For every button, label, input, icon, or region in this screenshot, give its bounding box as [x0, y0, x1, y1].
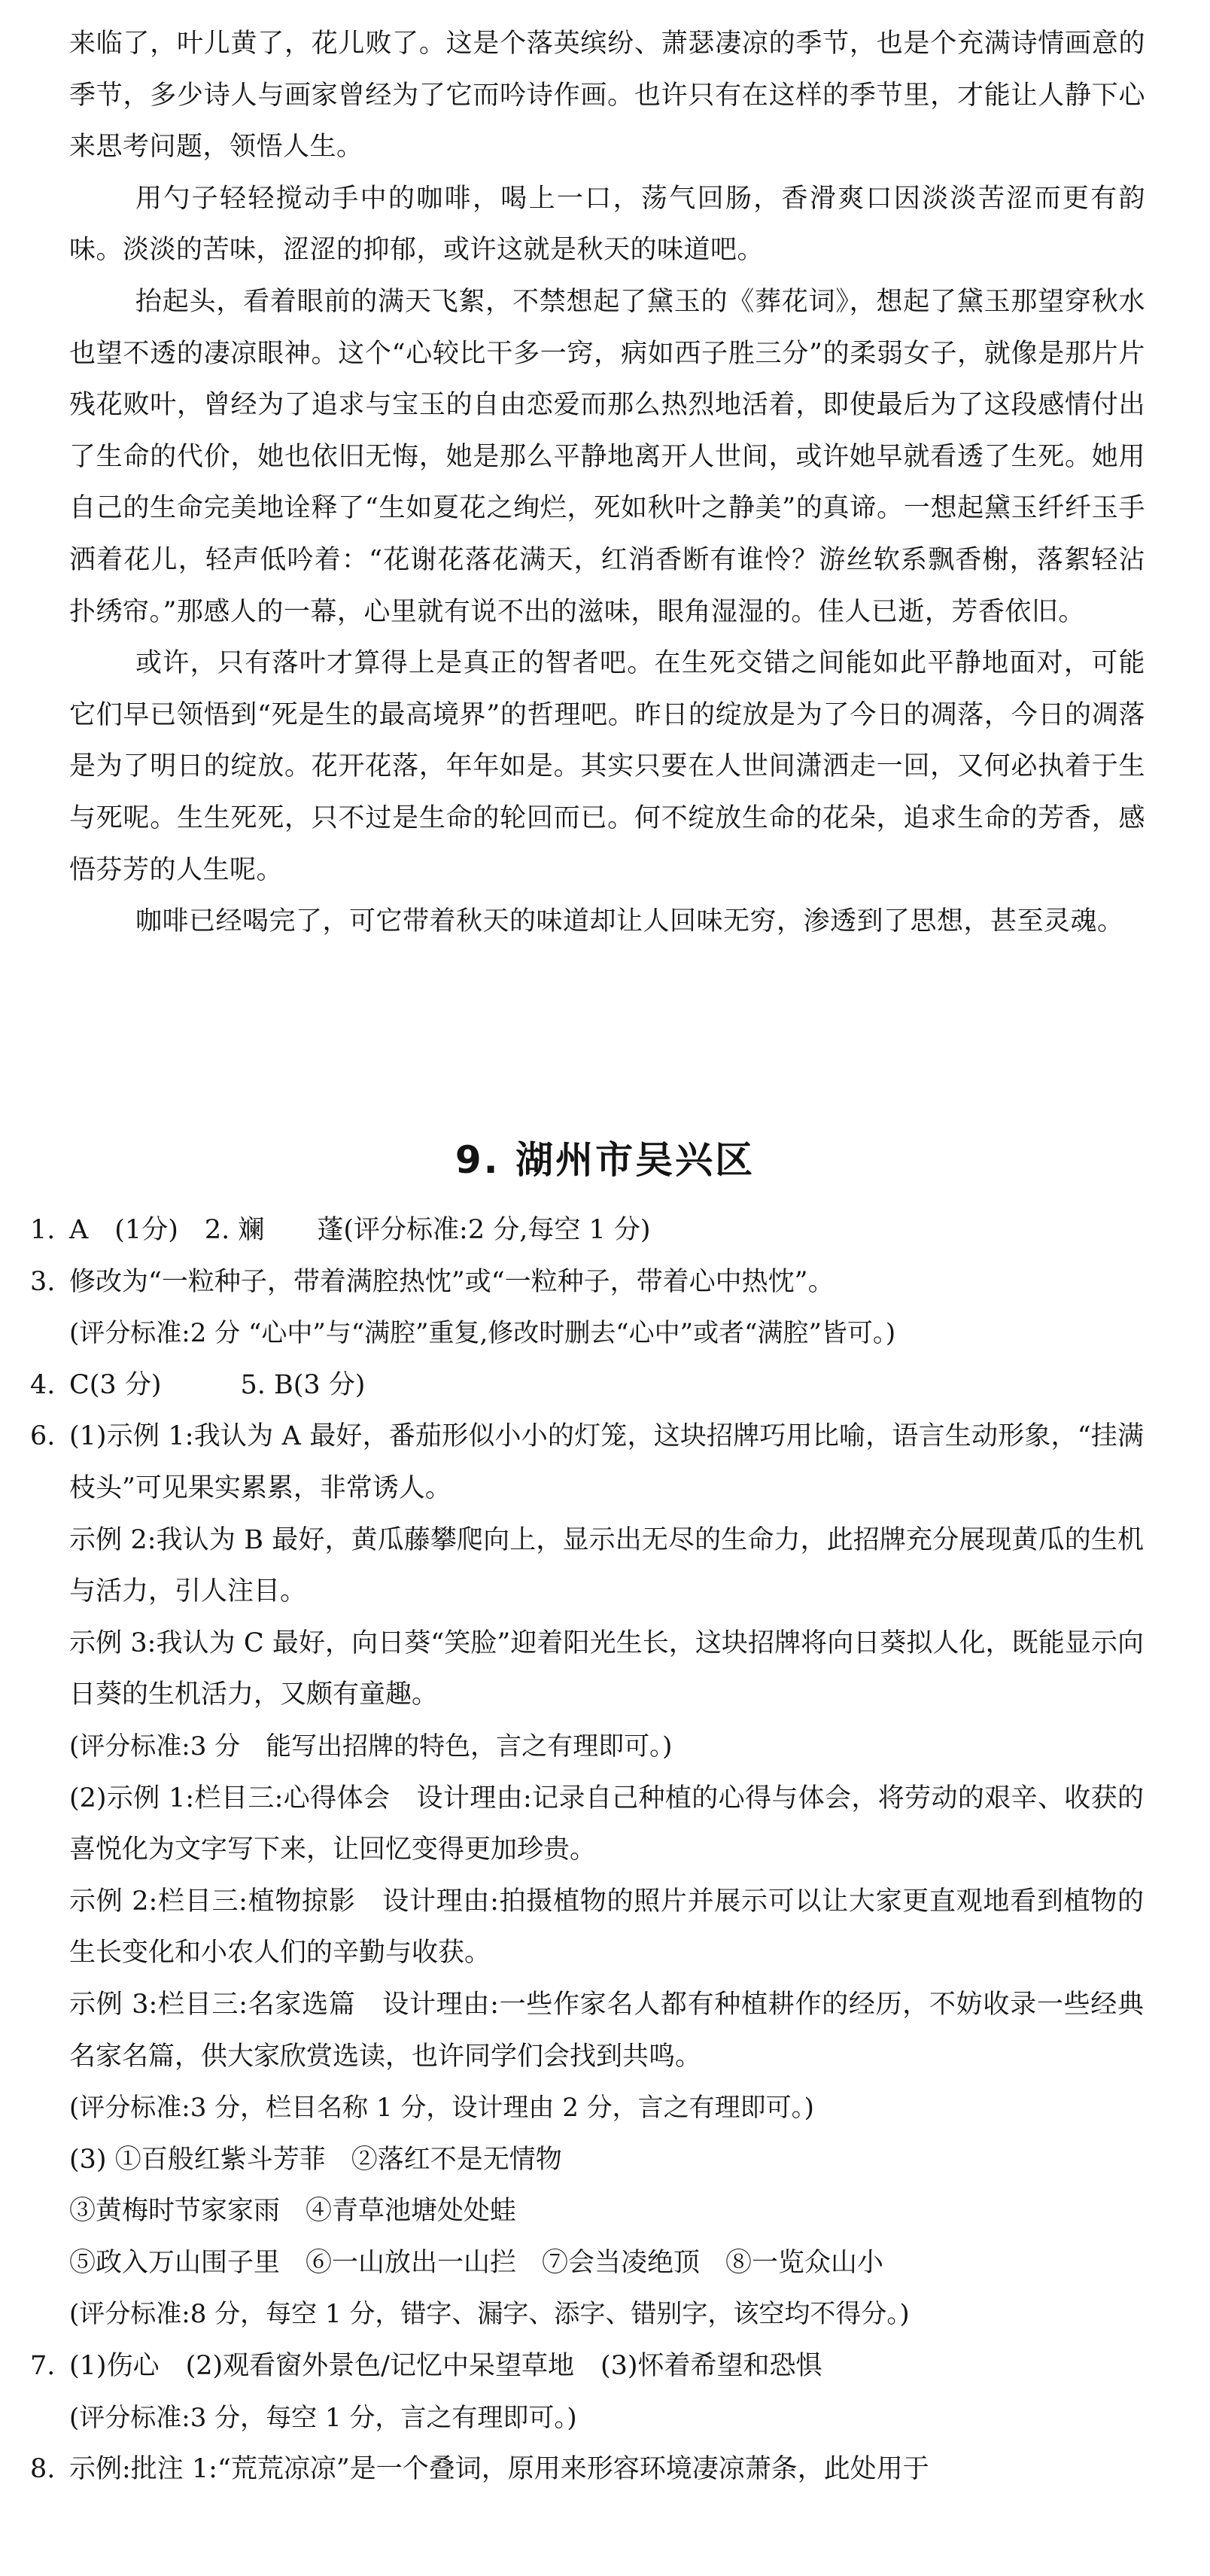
essay-paragraph-2: 用勺子轻轻搅动手中的咖啡，喝上一口，荡气回肠，香滑爽口因淡淡苦涩而更有韵味。淡淡的苦味，涩涩的抑郁，或许这就是秋天的味道吧。 — [69, 183, 1145, 266]
answer-text: A (1分) 2. 斓 蓬(评分标准:2 分,每空 1 分) — [69, 1215, 651, 1245]
scoring-standard: (评分标准:3 分 能写出招牌的特色，言之有理即可。) — [69, 1731, 673, 1761]
poetry-answer: ⑧一览众山小 — [725, 2247, 884, 2278]
poetry-answers-row-2 — [69, 2185, 1144, 2237]
answer-number: 6. — [30, 1421, 56, 1452]
answer-number: 3. — [30, 1266, 56, 1297]
poetry-answer: ⑤政入万山围子里 — [69, 2247, 281, 2278]
poetry-answer: ⑥一山放出一山拦 — [306, 2247, 517, 2278]
answer-example: 示例 2:我认为 B 最好，黄瓜藤攀爬向上，显示出无尽的生命力，此招牌充分展现黄瓜的生机与活力，引人注目。 — [69, 1524, 1144, 1607]
answer-item-7 — [30, 2340, 1144, 2444]
scoring-standard: (评分标准:3 分，栏目名称 1 分，设计理由 2 分，言之有理即可。) — [69, 2093, 814, 2124]
answer-number: 4. — [30, 1369, 56, 1400]
answer-item-8 — [30, 2444, 1144, 2495]
scoring-standard: (评分标准:2 分 “心中”与“满腔”重复,修改时删去“心中”或者“满腔”皆可。) — [69, 1318, 896, 1349]
scoring-standard: (评分标准:8 分，每空 1 分，错字、漏字、添字、错别字，该空均不得分。) — [69, 2299, 910, 2330]
answer-number: 8. — [30, 2454, 56, 2485]
answer-number: 1. — [30, 1215, 56, 1245]
scoring-standard: (评分标准:3 分，每空 1 分，言之有理即可。) — [69, 2402, 577, 2433]
answer-number: 7. — [30, 2351, 56, 2382]
answer-item-1-2 — [30, 1204, 1144, 1256]
poetry-answer: ②落红不是无情物 — [351, 2144, 562, 2175]
answer-text: (1)伤心 (2)观看窗外景色/记忆中呆望草地 (3)怀着希望和恐惧 — [69, 2351, 822, 2382]
section-title: 9. 湖州市吴兴区 — [455, 1138, 755, 1182]
poetry-answers-row-3 — [69, 2237, 1144, 2289]
answer-text: 示例:批注 1:“荒荒凉凉”是一个叠词，原用来形容环境凄凉萧条，此处用于 — [69, 2454, 929, 2485]
answer-example: 示例 3:我认为 C 最好，向日葵“笑脸”迎着阳光生长，这块招牌将向日葵拟人化，既能显示向日葵的生机活力，又颇有童趣。 — [69, 1628, 1144, 1710]
answer-text: 修改为“一粒种子，带着满腔热忱”或“一粒种子，带着心中热忱”。 — [69, 1266, 835, 1297]
essay-continuation — [69, 18, 1145, 948]
essay-paragraph-4: 或许，只有落叶才算得上是真正的智者吧。在生死交错之间能如此平静地面对，可能它们早已领悟到“死是生的最高境界”的哲理吧。昨日的绽放是为了今日的凋落，今日的凋落是为了明日的绽放。花开花落，年年如是。其实只要在人世间潇洒走一回，又何必执着于生与死呢。生生死死，只不过是生命的轮回而已。何不绽放生命的花朵，追求生命的芳香，感悟芬芳的人生呢。 — [69, 648, 1145, 885]
poetry-answers-row-1 — [69, 2134, 1144, 2186]
essay-paragraph-5: 咖啡已经喝完了，可它带着秋天的味道却让人回味无穷，渗透到了思想，甚至灵魂。 — [135, 906, 1124, 937]
poetry-answer: ③黄梅时节家家雨 — [69, 2196, 281, 2227]
answer-key — [30, 1204, 1144, 2495]
answer-example: (1)示例 1:我认为 A 最好，番茄形似小小的灯笼，这块招牌巧用比喻，语言生动形象，“挂满枝头”可见果实累累，非常诱人。 — [69, 1421, 1144, 1503]
essay-paragraph-3: 抬起头，看着眼前的满天飞絮，不禁想起了黛玉的《葬花词》，想起了黛玉那望穿秋水也望不透的凄凉眼神。这个“心较比干多一窍，病如西子胜三分”的柔弱女子，就像是那片片残花败叶，曾经为了追求与宝玉的自由恋爱而那么热烈地活着，即使最后为了这段感情付出了生命的代价，她也依旧无悔，她是那么平静地离开人世间，或许她早就看透了生死。她用自己的生命完美地诠释了“生如夏花之绚烂，死如秋叶之静美”的真谛。一想起黛玉纤纤玉手洒着花儿，轻声低吟着：“花谢花落花满天，红消香断有谁怜？游丝软系飘香榭，落絮轻沾扑绣帘。”那感人的一幕，心里就有说不出的滋味，眼角湿湿的。佳人已逝，芳香依旧。 — [69, 286, 1145, 627]
poetry-answer: ④青草池塘处处蛙 — [306, 2196, 517, 2227]
answer-item-3 — [30, 1256, 1144, 1360]
answer-item-4-5 — [30, 1360, 1144, 1411]
essay-paragraph-1: 来临了，叶儿黄了，花儿败了。这是个落英缤纷、萧瑟凄凉的季节，也是个充满诗情画意的季节，多少诗人与画家曾经为了它而吟诗作画。也许只有在这样的季节里，才能让人静下心来思考问题，领悟人生。 — [69, 29, 1145, 163]
answer-example: 示例 2:栏目三:植物掠影 设计理由:拍摄植物的照片并展示可以让大家更直观地看到植物的生长变化和小农人们的辛勤与收获。 — [69, 1886, 1144, 1969]
answer-example: 示例 3:栏目三:名家选篇 设计理由:一些作家名人都有种植耕作的经历，不妨收录一些经典名家名篇，供大家欣赏选读，也许同学们会找到共鸣。 — [69, 1989, 1144, 2072]
answer-text: C(3 分) 5. B(3 分) — [69, 1369, 366, 1400]
answer-example: (2)示例 1:栏目三:心得体会 设计理由:记录自己种植的心得与体会，将劳动的艰辛、收获的喜悦化为文字写下来，让回忆变得更加珍贵。 — [69, 1783, 1144, 1865]
poetry-answer: (3) ①百般红紫斗芳菲 — [69, 2144, 326, 2175]
poetry-answer: ⑦会当凌绝顶 — [542, 2247, 701, 2278]
answer-item-6 — [30, 1411, 1144, 2340]
